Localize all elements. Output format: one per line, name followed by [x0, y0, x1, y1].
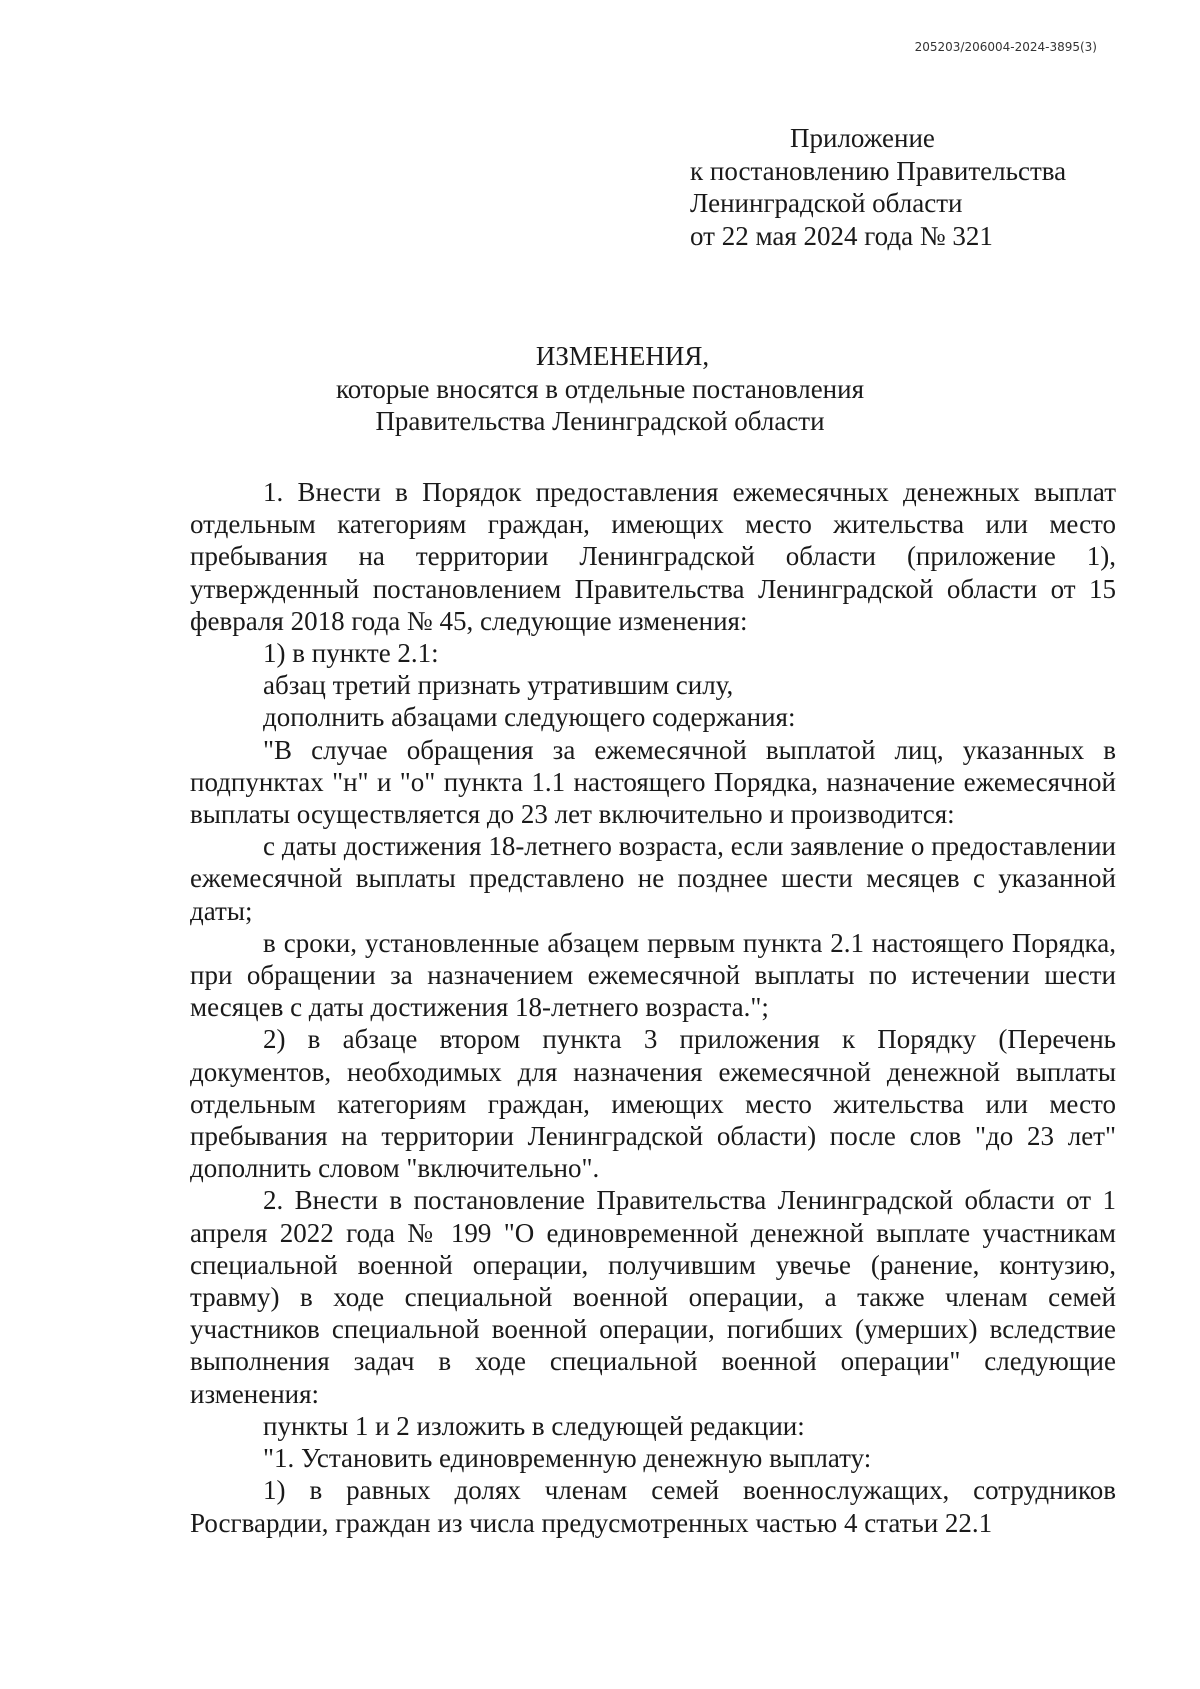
document-registration-number: 205203/206004-2024-3895(3)	[914, 40, 1097, 54]
paragraph-7: в сроки, установленные абзацем первым пункта 2.1 настоящего Порядка, при обращении за назначением ежемесячной выплаты по истечении шести месяцев с даты достижения 18-летнего возраста.";	[190, 927, 1116, 1023]
paragraph-3: абзац третий признать утратившим силу,	[263, 670, 734, 701]
document-subtitle-line-2: Правительства Ленинградской области	[375, 406, 825, 436]
appendix-block	[690, 122, 1066, 252]
document-title: ИЗМЕНЕНИЯ,	[535, 341, 710, 371]
appendix-region: Ленинградской области	[690, 188, 963, 218]
paragraph-2: 1) в пункте 2.1:	[263, 638, 439, 669]
paragraph-6: с даты достижения 18-летнего возраста, если заявление о предоставлении ежемесячной выплаты представлено не позднее шести месяцев с указанной даты;	[190, 831, 1116, 926]
paragraph-1: 1. Внести в Порядок предоставления ежемесячных денежных выплат отдельным категориям граждан, имеющих место жительства или место пребывания на территории Ленинградской области (приложение 1), утвержденный постановлением Правительства Ленинградской области от 15 февраля 2018 года № 45, следующие изменения:	[190, 477, 1116, 636]
paragraph-5: "В случае обращения за ежемесячной выплатой лиц, указанных в подпунктах "н" и "о" пункта 1.1 настоящего Порядка, назначение ежемесячной выплаты осуществляется до 23 лет включительно и производится:	[190, 734, 1116, 830]
paragraph-8: 2) в абзаце втором пункта 3 приложения к Порядку (Перечень документов, необходимых для назначения ежемесячной денежной выплаты отдельным категориям граждан, имеющих место жительства или место пребывания на территории Ленинградской области) после слов "до 23 лет" дополнить словом "включительно".	[190, 1024, 1116, 1184]
appendix-label: Приложение	[790, 123, 935, 153]
paragraph-9: 2. Внести в постановление Правительства Ленинградской области от 1 апреля 2022 года № 199 "О единовременной денежной выплате участникам специальной военной операции, получившим увечье (ранение, контузию, травму) в ходе специальной военной операции, а также членам семей участников специальной военной операции, погибших (умерших) вследствие выполнения задач в ходе специальной военной операции" следующие изменения:	[190, 1185, 1116, 1409]
appendix-reference: к постановлению Правительства	[690, 155, 1067, 186]
paragraph-4: дополнить абзацами следующего содержания:	[263, 702, 796, 733]
document-body	[190, 476, 1116, 1539]
paragraph-11: "1. Установить единовременную денежную выплату:	[263, 1443, 872, 1474]
paragraph-12: 1) в равных долях членам семей военнослужащих, сотрудников Росгвардии, граждан из числа предусмотренных частью 4 статьи 22.1	[190, 1475, 1116, 1538]
document-subtitle-line-1: которые вносятся в отдельные постановления	[335, 373, 865, 404]
paragraph-10: пункты 1 и 2 изложить в следующей редакции:	[263, 1410, 805, 1441]
appendix-date-number: от 22 мая 2024 года № 321	[690, 220, 993, 251]
document-title-block	[0, 340, 1200, 438]
